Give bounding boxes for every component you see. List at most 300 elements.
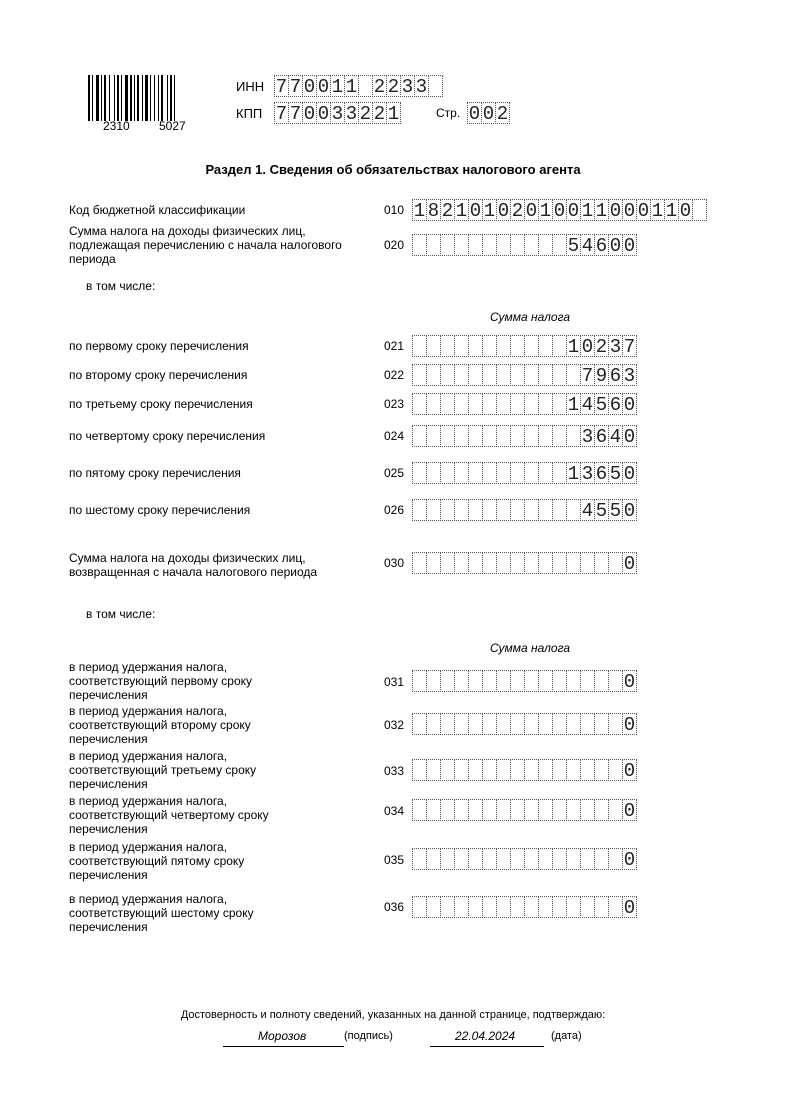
char-cell: [454, 799, 469, 821]
char-cell: [594, 848, 609, 870]
char-cell: [524, 896, 539, 918]
char-cell: [454, 670, 469, 692]
char-cell: [482, 364, 497, 386]
char-cell: 5: [595, 394, 608, 416]
date-label: (дата): [551, 1030, 582, 1042]
row-022-label: по второму сроку перечисления: [69, 368, 248, 382]
char-cell: 2: [373, 103, 386, 125]
char-cell: 3: [623, 365, 636, 387]
row-030-cells[interactable]: [412, 552, 636, 574]
char-cell: [468, 364, 483, 386]
char-cell: 1: [539, 200, 552, 222]
char-cell: [482, 393, 497, 415]
char-cell: [510, 713, 525, 735]
char-cell: 5: [567, 235, 580, 257]
confirm-text: Достоверность и полноту сведений, указанных на данной странице, подтверждаю:: [180, 1009, 606, 1021]
char-cell: [552, 335, 567, 357]
char-cell: [496, 799, 511, 821]
char-cell: [426, 393, 441, 415]
char-cell: [468, 393, 483, 415]
char-cell: 0: [623, 671, 636, 693]
char-cell: 0: [623, 426, 636, 448]
char-cell: 6: [609, 394, 622, 416]
char-cell: [454, 425, 469, 447]
char-cell: [468, 462, 483, 484]
char-cell: 0: [637, 200, 650, 222]
char-cell: [580, 670, 595, 692]
row-031-label: в период удержания налога, соответствующий первому сроку перечисления: [69, 660, 253, 702]
char-cell: [566, 425, 581, 447]
char-cell: 2: [496, 103, 509, 125]
char-cell: [594, 713, 609, 735]
char-cell: [454, 335, 469, 357]
char-cell: [524, 552, 539, 574]
char-cell: [608, 896, 623, 918]
barcode-number-left: 2310: [103, 119, 130, 133]
char-cell: 0: [623, 714, 636, 736]
char-cell: [538, 462, 553, 484]
char-cell: [510, 462, 525, 484]
date-line: [430, 1046, 544, 1047]
char-cell: 0: [303, 76, 316, 98]
char-cell: [580, 759, 595, 781]
char-cell: 0: [623, 760, 636, 782]
char-cell: [454, 759, 469, 781]
char-cell: [692, 199, 707, 221]
char-cell: [510, 393, 525, 415]
char-cell: [412, 462, 427, 484]
char-cell: [426, 234, 441, 256]
char-cell: [552, 896, 567, 918]
char-cell: 1: [567, 463, 580, 485]
char-cell: 1: [483, 200, 496, 222]
char-cell: [426, 799, 441, 821]
char-cell: [566, 896, 581, 918]
char-cell: 3: [331, 103, 344, 125]
char-cell: [566, 759, 581, 781]
char-cell: [566, 552, 581, 574]
row-022-code: 022: [384, 368, 405, 382]
row-010-label: Код бюджетной классификации: [69, 203, 246, 217]
char-cell: [580, 799, 595, 821]
char-cell: [440, 799, 455, 821]
char-cell: 4: [581, 500, 594, 522]
row-020-label: Сумма налога на доходы физических лиц, подлежащая перечислению с начала налогового периода: [69, 224, 342, 266]
page-cells[interactable]: [467, 102, 509, 124]
char-cell: [524, 713, 539, 735]
char-cell: 5: [609, 500, 622, 522]
char-cell: 0: [623, 500, 636, 522]
char-cell: [358, 75, 373, 97]
row-034-label: в период удержания налога, соответствующий четвертому сроку перечисления: [69, 794, 269, 836]
row-034-code: 034: [384, 804, 405, 818]
char-cell: 4: [609, 426, 622, 448]
char-cell: [538, 393, 553, 415]
char-cell: [538, 670, 553, 692]
char-cell: 3: [581, 463, 594, 485]
char-cell: [594, 799, 609, 821]
char-cell: [510, 425, 525, 447]
char-cell: [538, 848, 553, 870]
char-cell: [552, 552, 567, 574]
char-cell: 2: [595, 336, 608, 358]
char-cell: [482, 499, 497, 521]
char-cell: [552, 848, 567, 870]
char-cell: [412, 713, 427, 735]
char-cell: 3: [609, 336, 622, 358]
including-label-2: в том числе:: [86, 607, 156, 621]
char-cell: 0: [567, 200, 580, 222]
char-cell: [440, 425, 455, 447]
char-cell: [468, 670, 483, 692]
char-cell: [510, 896, 525, 918]
char-cell: [496, 425, 511, 447]
char-cell: [454, 234, 469, 256]
signature-line: [223, 1046, 344, 1047]
char-cell: [468, 552, 483, 574]
including-label-1: в том числе:: [86, 279, 156, 293]
char-cell: 0: [623, 849, 636, 871]
char-cell: [496, 670, 511, 692]
char-cell: [412, 670, 427, 692]
row-035-code: 035: [384, 853, 405, 867]
char-cell: [524, 670, 539, 692]
char-cell: [496, 364, 511, 386]
char-cell: [510, 848, 525, 870]
char-cell: [426, 713, 441, 735]
row-036-cells[interactable]: [412, 896, 636, 918]
char-cell: [608, 552, 623, 574]
char-cell: [552, 499, 567, 521]
char-cell: 1: [595, 200, 608, 222]
char-cell: [440, 848, 455, 870]
kpp-cells[interactable]: [274, 102, 400, 124]
barcode: [88, 75, 200, 121]
row-020-code: 020: [384, 238, 405, 252]
char-cell: [496, 393, 511, 415]
char-cell: 6: [595, 463, 608, 485]
char-cell: 7: [289, 76, 302, 98]
row-025-label: по пятому сроку перечисления: [69, 466, 241, 480]
char-cell: 4: [581, 394, 594, 416]
row-021-cells[interactable]: [412, 335, 636, 357]
row-033-label: в период удержания налога, соответствующий третьему сроку перечисления: [69, 749, 257, 791]
char-cell: [426, 425, 441, 447]
char-cell: 0: [553, 200, 566, 222]
char-cell: [412, 759, 427, 781]
char-cell: 0: [623, 394, 636, 416]
char-cell: 2: [441, 200, 454, 222]
char-cell: [566, 670, 581, 692]
char-cell: [594, 552, 609, 574]
char-cell: [566, 499, 581, 521]
char-cell: 7: [275, 103, 288, 125]
char-cell: [594, 896, 609, 918]
row-032-label: в период удержания налога, соответствующий второму сроку перечисления: [69, 704, 251, 746]
char-cell: 0: [317, 103, 330, 125]
char-cell: [552, 364, 567, 386]
char-cell: [468, 425, 483, 447]
char-cell: [482, 848, 497, 870]
row-030-code: 030: [384, 556, 405, 570]
char-cell: 0: [679, 200, 692, 222]
char-cell: [510, 759, 525, 781]
char-cell: 7: [275, 76, 288, 98]
row-010-cells[interactable]: [412, 199, 706, 221]
char-cell: [496, 499, 511, 521]
row-021-code: 021: [384, 339, 405, 353]
char-cell: [524, 335, 539, 357]
char-cell: 9: [595, 365, 608, 387]
char-cell: 0: [468, 103, 481, 125]
char-cell: [538, 713, 553, 735]
char-cell: [482, 896, 497, 918]
char-cell: [482, 713, 497, 735]
char-cell: [440, 759, 455, 781]
char-cell: [454, 896, 469, 918]
char-cell: [580, 848, 595, 870]
char-cell: [538, 552, 553, 574]
char-cell: 0: [469, 200, 482, 222]
char-cell: 1: [665, 200, 678, 222]
row-034-cells[interactable]: [412, 799, 636, 821]
char-cell: [538, 335, 553, 357]
char-cell: 2: [373, 76, 386, 98]
char-cell: [426, 499, 441, 521]
inn-label: ИНН: [236, 79, 265, 94]
char-cell: 1: [455, 200, 468, 222]
char-cell: [440, 335, 455, 357]
char-cell: [566, 713, 581, 735]
char-cell: [566, 799, 581, 821]
date-value[interactable]: 22.04.2024: [455, 1029, 516, 1043]
char-cell: 1: [331, 76, 344, 98]
char-cell: [496, 848, 511, 870]
char-cell: [496, 335, 511, 357]
char-cell: [440, 462, 455, 484]
char-cell: 5: [595, 500, 608, 522]
char-cell: [454, 848, 469, 870]
char-cell: [412, 425, 427, 447]
barcode-number-right: 5027: [159, 119, 186, 133]
char-cell: [454, 393, 469, 415]
char-cell: [608, 799, 623, 821]
char-cell: 1: [345, 76, 358, 98]
row-035-cells[interactable]: [412, 848, 636, 870]
char-cell: [580, 713, 595, 735]
char-cell: [552, 462, 567, 484]
char-cell: 1: [651, 200, 664, 222]
char-cell: [510, 799, 525, 821]
char-cell: 0: [609, 200, 622, 222]
char-cell: [412, 552, 427, 574]
section-title: Раздел 1. Сведения об обязательствах налогового агента: [205, 162, 581, 177]
char-cell: [426, 759, 441, 781]
char-cell: 3: [581, 426, 594, 448]
char-cell: [552, 713, 567, 735]
row-036-code: 036: [384, 900, 405, 914]
char-cell: [412, 799, 427, 821]
row-025-code: 025: [384, 466, 405, 480]
tax-sum-header-2: Сумма налога: [490, 641, 571, 655]
row-024-cells[interactable]: [412, 425, 636, 447]
char-cell: 0: [482, 103, 495, 125]
row-031-cells[interactable]: [412, 670, 636, 692]
char-cell: [426, 335, 441, 357]
char-cell: [510, 670, 525, 692]
char-cell: [468, 896, 483, 918]
char-cell: [510, 364, 525, 386]
row-026-code: 026: [384, 503, 405, 517]
char-cell: [524, 848, 539, 870]
char-cell: 0: [609, 235, 622, 257]
row-025-cells[interactable]: [412, 462, 636, 484]
char-cell: 3: [415, 76, 428, 98]
char-cell: [552, 799, 567, 821]
char-cell: [538, 234, 553, 256]
char-cell: [552, 425, 567, 447]
row-020-cells[interactable]: [412, 234, 636, 256]
char-cell: 7: [623, 336, 636, 358]
char-cell: [524, 799, 539, 821]
char-cell: [426, 896, 441, 918]
char-cell: 7: [581, 365, 594, 387]
char-cell: [468, 335, 483, 357]
char-cell: [510, 335, 525, 357]
char-cell: [552, 759, 567, 781]
row-024-code: 024: [384, 429, 405, 443]
row-031-code: 031: [384, 675, 405, 689]
char-cell: 1: [387, 103, 400, 125]
char-cell: 4: [581, 235, 594, 257]
row-023-label: по третьему сроку перечисления: [69, 397, 253, 411]
char-cell: [468, 848, 483, 870]
char-cell: [524, 462, 539, 484]
char-cell: 0: [623, 200, 636, 222]
char-cell: [440, 393, 455, 415]
char-cell: [426, 462, 441, 484]
char-cell: [412, 848, 427, 870]
char-cell: 6: [595, 426, 608, 448]
char-cell: [496, 552, 511, 574]
row-023-code: 023: [384, 397, 405, 411]
char-cell: [594, 759, 609, 781]
char-cell: 7: [289, 103, 302, 125]
char-cell: [594, 670, 609, 692]
signature-label: (подпись): [344, 1030, 393, 1042]
char-cell: 0: [525, 200, 538, 222]
char-cell: [454, 499, 469, 521]
char-cell: 2: [511, 200, 524, 222]
row-026-label: по шестому сроку перечисления: [69, 503, 251, 517]
char-cell: [608, 848, 623, 870]
char-cell: [510, 552, 525, 574]
char-cell: [412, 499, 427, 521]
row-022-cells[interactable]: [412, 364, 636, 386]
char-cell: 1: [413, 200, 426, 222]
char-cell: 8: [427, 200, 440, 222]
char-cell: [412, 364, 427, 386]
char-cell: [440, 896, 455, 918]
char-cell: [538, 364, 553, 386]
char-cell: 3: [345, 103, 358, 125]
char-cell: [454, 552, 469, 574]
char-cell: [608, 713, 623, 735]
char-cell: [440, 364, 455, 386]
char-cell: [426, 364, 441, 386]
char-cell: [412, 896, 427, 918]
char-cell: 0: [623, 553, 636, 575]
kpp-label: КПП: [236, 106, 263, 121]
char-cell: 5: [609, 463, 622, 485]
row-035-label: в период удержания налога, соответствующий пятому сроку перечисления: [69, 840, 245, 882]
char-cell: 0: [317, 76, 330, 98]
row-036-label: в период удержания налога, соответствующий шестому сроку перечисления: [69, 892, 254, 934]
char-cell: [496, 759, 511, 781]
row-026-cells[interactable]: [412, 499, 636, 521]
char-cell: [482, 335, 497, 357]
char-cell: [496, 462, 511, 484]
char-cell: [510, 234, 525, 256]
char-cell: [468, 759, 483, 781]
char-cell: [524, 759, 539, 781]
char-cell: [440, 552, 455, 574]
char-cell: [426, 670, 441, 692]
char-cell: [538, 499, 553, 521]
char-cell: 0: [303, 103, 316, 125]
row-024-label: по четвертому сроку перечисления: [69, 429, 266, 443]
char-cell: 2: [387, 76, 400, 98]
char-cell: [496, 713, 511, 735]
char-cell: [482, 234, 497, 256]
char-cell: 0: [623, 897, 636, 919]
char-cell: [482, 425, 497, 447]
char-cell: [440, 234, 455, 256]
char-cell: 1: [581, 200, 594, 222]
char-cell: [468, 234, 483, 256]
char-cell: [524, 499, 539, 521]
signature-value[interactable]: Морозов: [258, 1029, 307, 1043]
char-cell: 0: [623, 235, 636, 257]
char-cell: [524, 393, 539, 415]
row-023-cells[interactable]: [412, 393, 636, 415]
char-cell: [468, 499, 483, 521]
char-cell: [538, 759, 553, 781]
char-cell: 0: [497, 200, 510, 222]
row-030-label: Сумма налога на доходы физических лиц, возвращенная с начала налогового периода: [69, 551, 318, 579]
char-cell: 3: [401, 76, 414, 98]
char-cell: [580, 896, 595, 918]
char-cell: [482, 462, 497, 484]
row-010-code: 010: [384, 203, 405, 217]
char-cell: [552, 393, 567, 415]
char-cell: [426, 552, 441, 574]
char-cell: [482, 799, 497, 821]
char-cell: [524, 234, 539, 256]
char-cell: 0: [623, 463, 636, 485]
tax-sum-header-1: Сумма налога: [490, 310, 571, 324]
char-cell: [524, 425, 539, 447]
row-033-cells[interactable]: [412, 759, 636, 781]
inn-cells[interactable]: [274, 75, 442, 97]
char-cell: [524, 364, 539, 386]
row-032-cells[interactable]: [412, 713, 636, 735]
char-cell: [538, 425, 553, 447]
char-cell: [510, 499, 525, 521]
page-label: Стр.: [436, 106, 461, 120]
char-cell: 1: [567, 336, 580, 358]
char-cell: [428, 75, 443, 97]
